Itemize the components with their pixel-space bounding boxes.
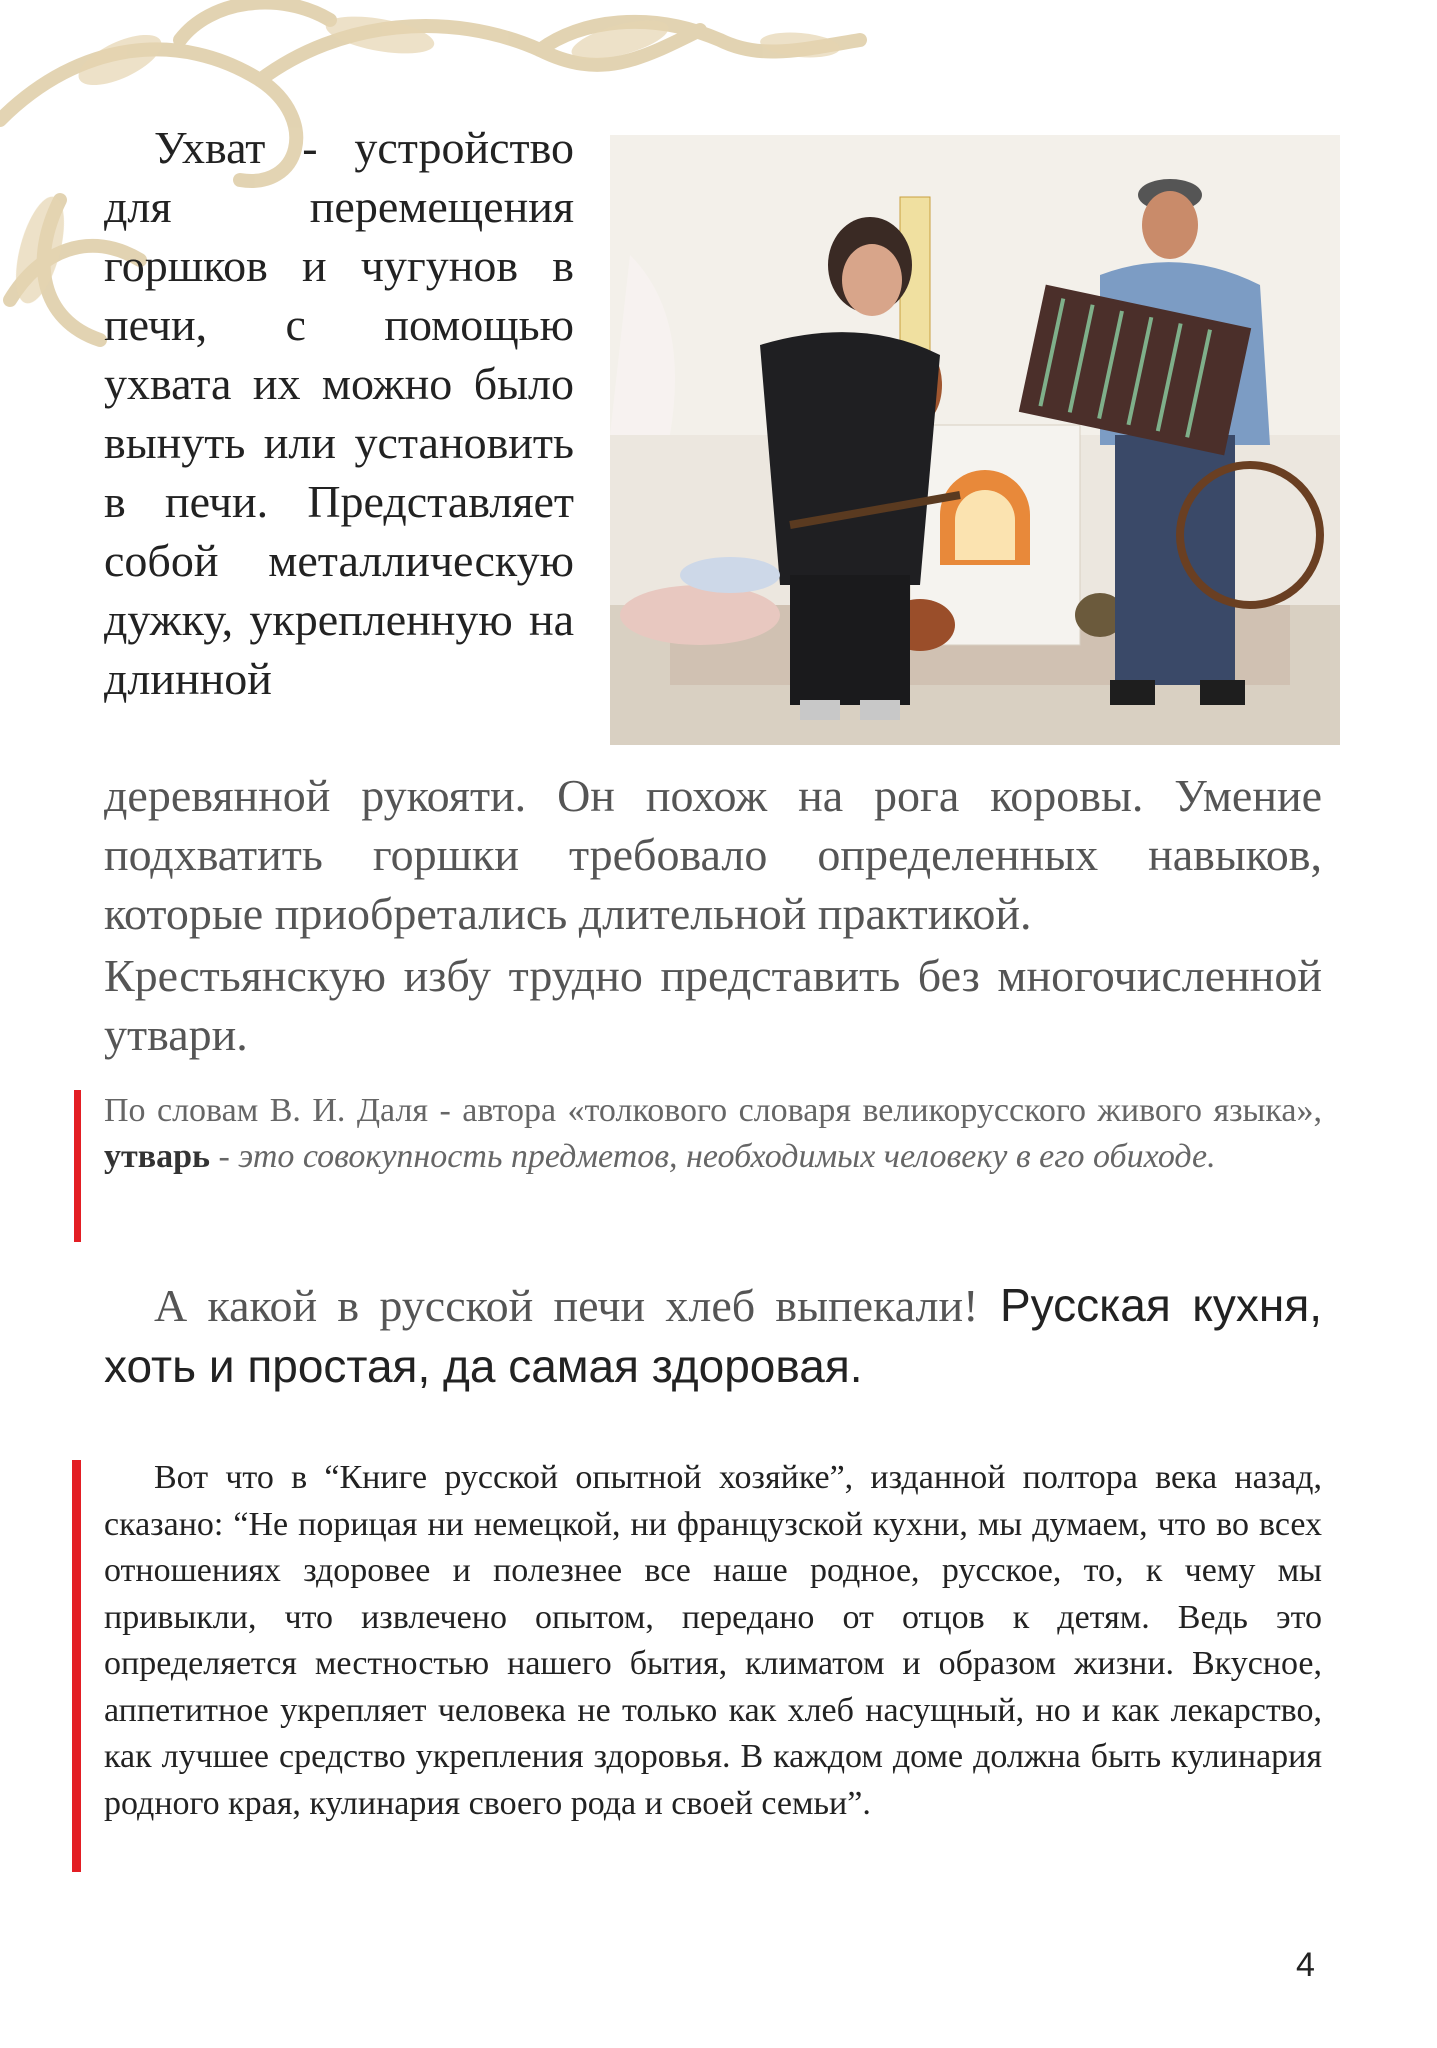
intro-paragraph-left: [104, 118, 574, 708]
quote-accent-bar-2: [72, 1460, 81, 1872]
page-number: 4: [1296, 1946, 1315, 1984]
dahl-quote-dash: -: [209, 1138, 239, 1175]
dahl-quote: [104, 1088, 1322, 1180]
utensils-text: Крестьянскую избу трудно представить без многочисленной утвари.: [104, 950, 1322, 1060]
dahl-quote-term: утварь: [104, 1138, 210, 1175]
bread-paragraph: [104, 1275, 1322, 1396]
intro-paragraph-continuation: деревянной рукояти. Он похож на рога коровы. Умение подхватить горшки требовало определенных навыков, которые приобретались длительной практикой.: [104, 770, 1322, 939]
dahl-quote-definition: это совокупность предметов, необходимых человеку в его обиходе.: [238, 1138, 1216, 1175]
intro-text: Ухват - устройство для перемещения горшков и чугунов в печи, с помощью ухвата их можно было вынуть или установить в печи. Представляет собой металлическую дужку, укрепленную на длинной: [104, 122, 574, 704]
dahl-quote-lead: По словам В. И. Даля - автора «толкового словаря великорусского живого языка»,: [104, 1092, 1322, 1129]
housewife-book-quote: [104, 1455, 1322, 1827]
exhibit-photo: [610, 135, 1340, 745]
bread-exclamation: А какой в русской печи хлеб выпекали!: [154, 1280, 979, 1331]
utensils-paragraph: [104, 946, 1322, 1064]
housewife-book-quote-text: Вот что в “Книге русской опытной хозяйке”, изданной полтора века назад, сказано: “Не порицая ни немецкой, ни французской кухни, мы думаем, что во всех отношениях здоровее и полезнее все наше родное, русское, то, к чему мы привыкли, что извлечено опытом, передано от отцов к детям. Ведь это определяется местностью нашего бытия, климатом и образом жизни. Вкусное, аппетитное укрепляет человека не только как хлеб насущный, но и как лекарство, как лучшее средство укрепления здоровья. В каждом доме должна быть кулинария родного края, кулинария своего рода и своей семьи”.: [104, 1459, 1322, 1822]
russian-cuisine-text: Русская кухня, хоть и простая, да самая здоровая.: [104, 1279, 1323, 1392]
quote-accent-bar: [74, 1090, 81, 1242]
